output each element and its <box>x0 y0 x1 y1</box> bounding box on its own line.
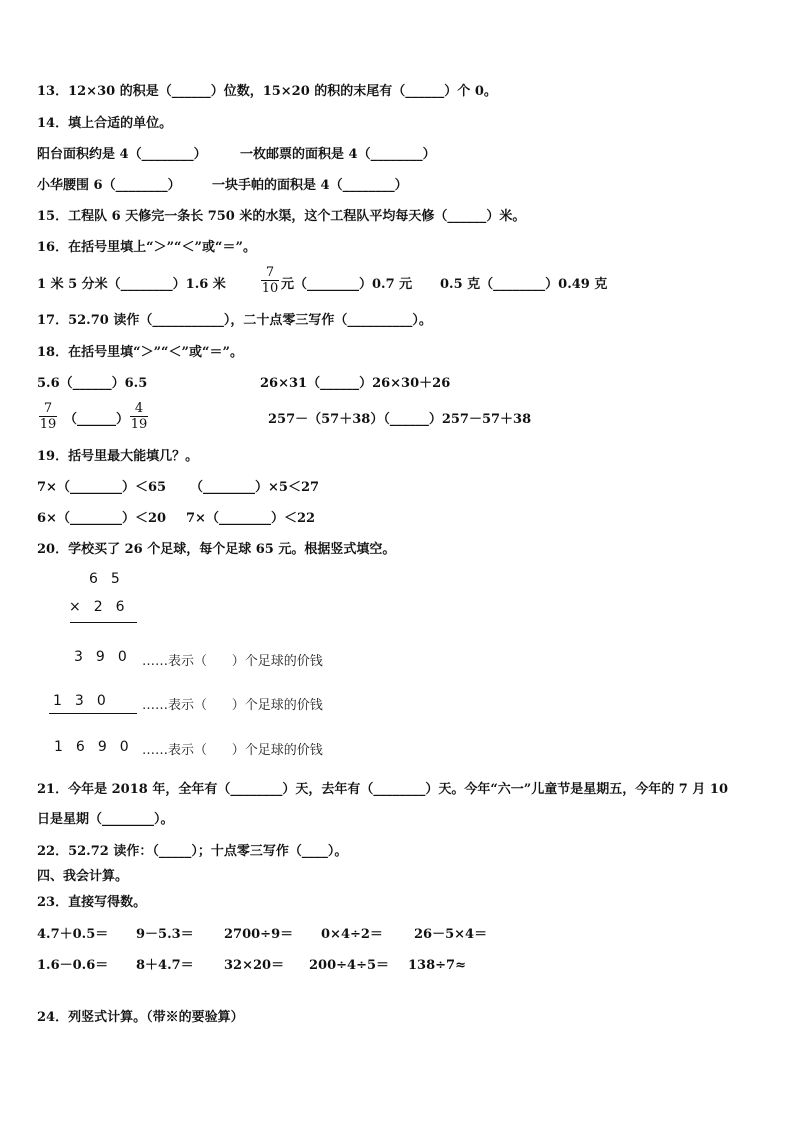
question-19-item-1: 7×（________）＜65 <box>37 480 167 495</box>
calc-item: 32×20＝ <box>224 958 285 973</box>
question-18-item-1: 5.6（______）6.5 <box>37 376 148 391</box>
question-14-item-1: 阳台面积约是 4（________） <box>37 147 207 162</box>
question-14-item-2: 一枚邮票的面积是 4（________） <box>240 147 436 162</box>
calc-item: 4.7＋0.5＝ <box>37 927 109 942</box>
calc-item: 200÷4÷5＝ <box>309 958 390 973</box>
question-18-title: 18．在括号里填“＞”“＜”或“＝”。 <box>37 345 243 360</box>
vertical-calc-note-1: ……表示（ ）个足球的价钱 <box>142 654 323 669</box>
calc-item: 0×4÷2＝ <box>321 927 383 942</box>
question-21-line-1: 21．今年是 2018 年，全年有（________）天，去年有（________）天。今年“六一”儿童节是星期五，今年的 7 月 10 <box>37 782 728 797</box>
vertical-calc-partial-2: 130 <box>53 693 119 709</box>
calc-item: 8＋4.7＝ <box>136 958 194 973</box>
section-4-title: 四、我会计算。 <box>37 869 129 884</box>
fraction-denominator: 19 <box>130 417 148 432</box>
question-14-title: 14．填上合适的单位。 <box>37 116 173 131</box>
question-16-item-2: 元（________）0.7 元 <box>281 277 413 292</box>
question-17: 17．52.70 读作（___________），二十点零三写作（__________）。 <box>37 313 432 328</box>
question-18-item-4: 257－（57＋38）（______）257－57＋38 <box>268 412 532 427</box>
calc-item: 2700÷9＝ <box>224 927 294 942</box>
question-19-item-4: 7×（________）＜22 <box>186 511 316 526</box>
question-16-item-3: 0.5 克（________）0.49 克 <box>440 277 608 292</box>
question-13: 13．12×30 的积是（______）位数，15×20 的积的末尾有（______）个 0。 <box>37 84 497 99</box>
question-16-item-1: 1 米 5 分米（________）1.6 米 <box>37 277 226 292</box>
calc-item: 26－5×4＝ <box>414 927 488 942</box>
vertical-calc-product: 1690 <box>54 739 142 755</box>
question-18-item-2: 26×31（______）26×30＋26 <box>260 376 451 391</box>
question-18-item-3-blank: （______） <box>64 412 130 427</box>
question-14-item-4: 一块手帕的面积是 4（________） <box>212 178 408 193</box>
fraction-denominator: 10 <box>261 281 279 296</box>
question-14-item-3: 小华腰围 6（________） <box>37 178 181 193</box>
calc-item: 138÷7≈ <box>408 958 466 973</box>
vertical-calc-multiplicand: 65 <box>89 571 133 587</box>
question-19-item-2: （________）×5＜27 <box>190 480 320 495</box>
question-19-title: 19．括号里最大能填几？。 <box>37 449 199 464</box>
fraction-4-19 <box>130 401 148 432</box>
vertical-calc-note-2: ……表示（ ）个足球的价钱 <box>142 698 323 713</box>
question-22: 22．52.72 读作：（_____）；十点零三写作（____）。 <box>37 844 348 859</box>
question-20-title: 20．学校买了 26 个足球，每个足球 65 元。根据竖式填空。 <box>37 542 396 557</box>
calc-item: 1.6－0.6＝ <box>37 958 109 973</box>
fraction-numerator: 4 <box>134 401 144 416</box>
fraction-7-10 <box>261 265 279 296</box>
question-15: 15．工程队 6 天修完一条长 750 米的水渠，这个工程队平均每天修（______）米。 <box>37 209 526 224</box>
vertical-calc-rule-2 <box>49 713 137 714</box>
question-16-title: 16．在括号里填上“＞”“＜”或“＝”。 <box>37 240 256 255</box>
fraction-7-19 <box>39 401 57 432</box>
vertical-calc-note-3: ……表示（ ）个足球的价钱 <box>142 743 323 758</box>
vertical-calc-multiplier: ×26 <box>69 599 138 615</box>
vertical-calc-partial-1: 390 <box>74 649 140 665</box>
question-24-title: 24．列竖式计算。（带※的要验算） <box>37 1010 244 1025</box>
fraction-numerator: 7 <box>43 401 53 416</box>
question-19-item-3: 6×（________）＜20 <box>37 511 167 526</box>
vertical-calc-rule-1 <box>70 622 137 623</box>
question-23-title: 23．直接写得数。 <box>37 895 147 910</box>
fraction-numerator: 7 <box>265 265 275 280</box>
question-21-line-2: 日是星期（________）。 <box>37 812 174 827</box>
calc-item: 9－5.3＝ <box>136 927 194 942</box>
fraction-denominator: 19 <box>39 417 57 432</box>
